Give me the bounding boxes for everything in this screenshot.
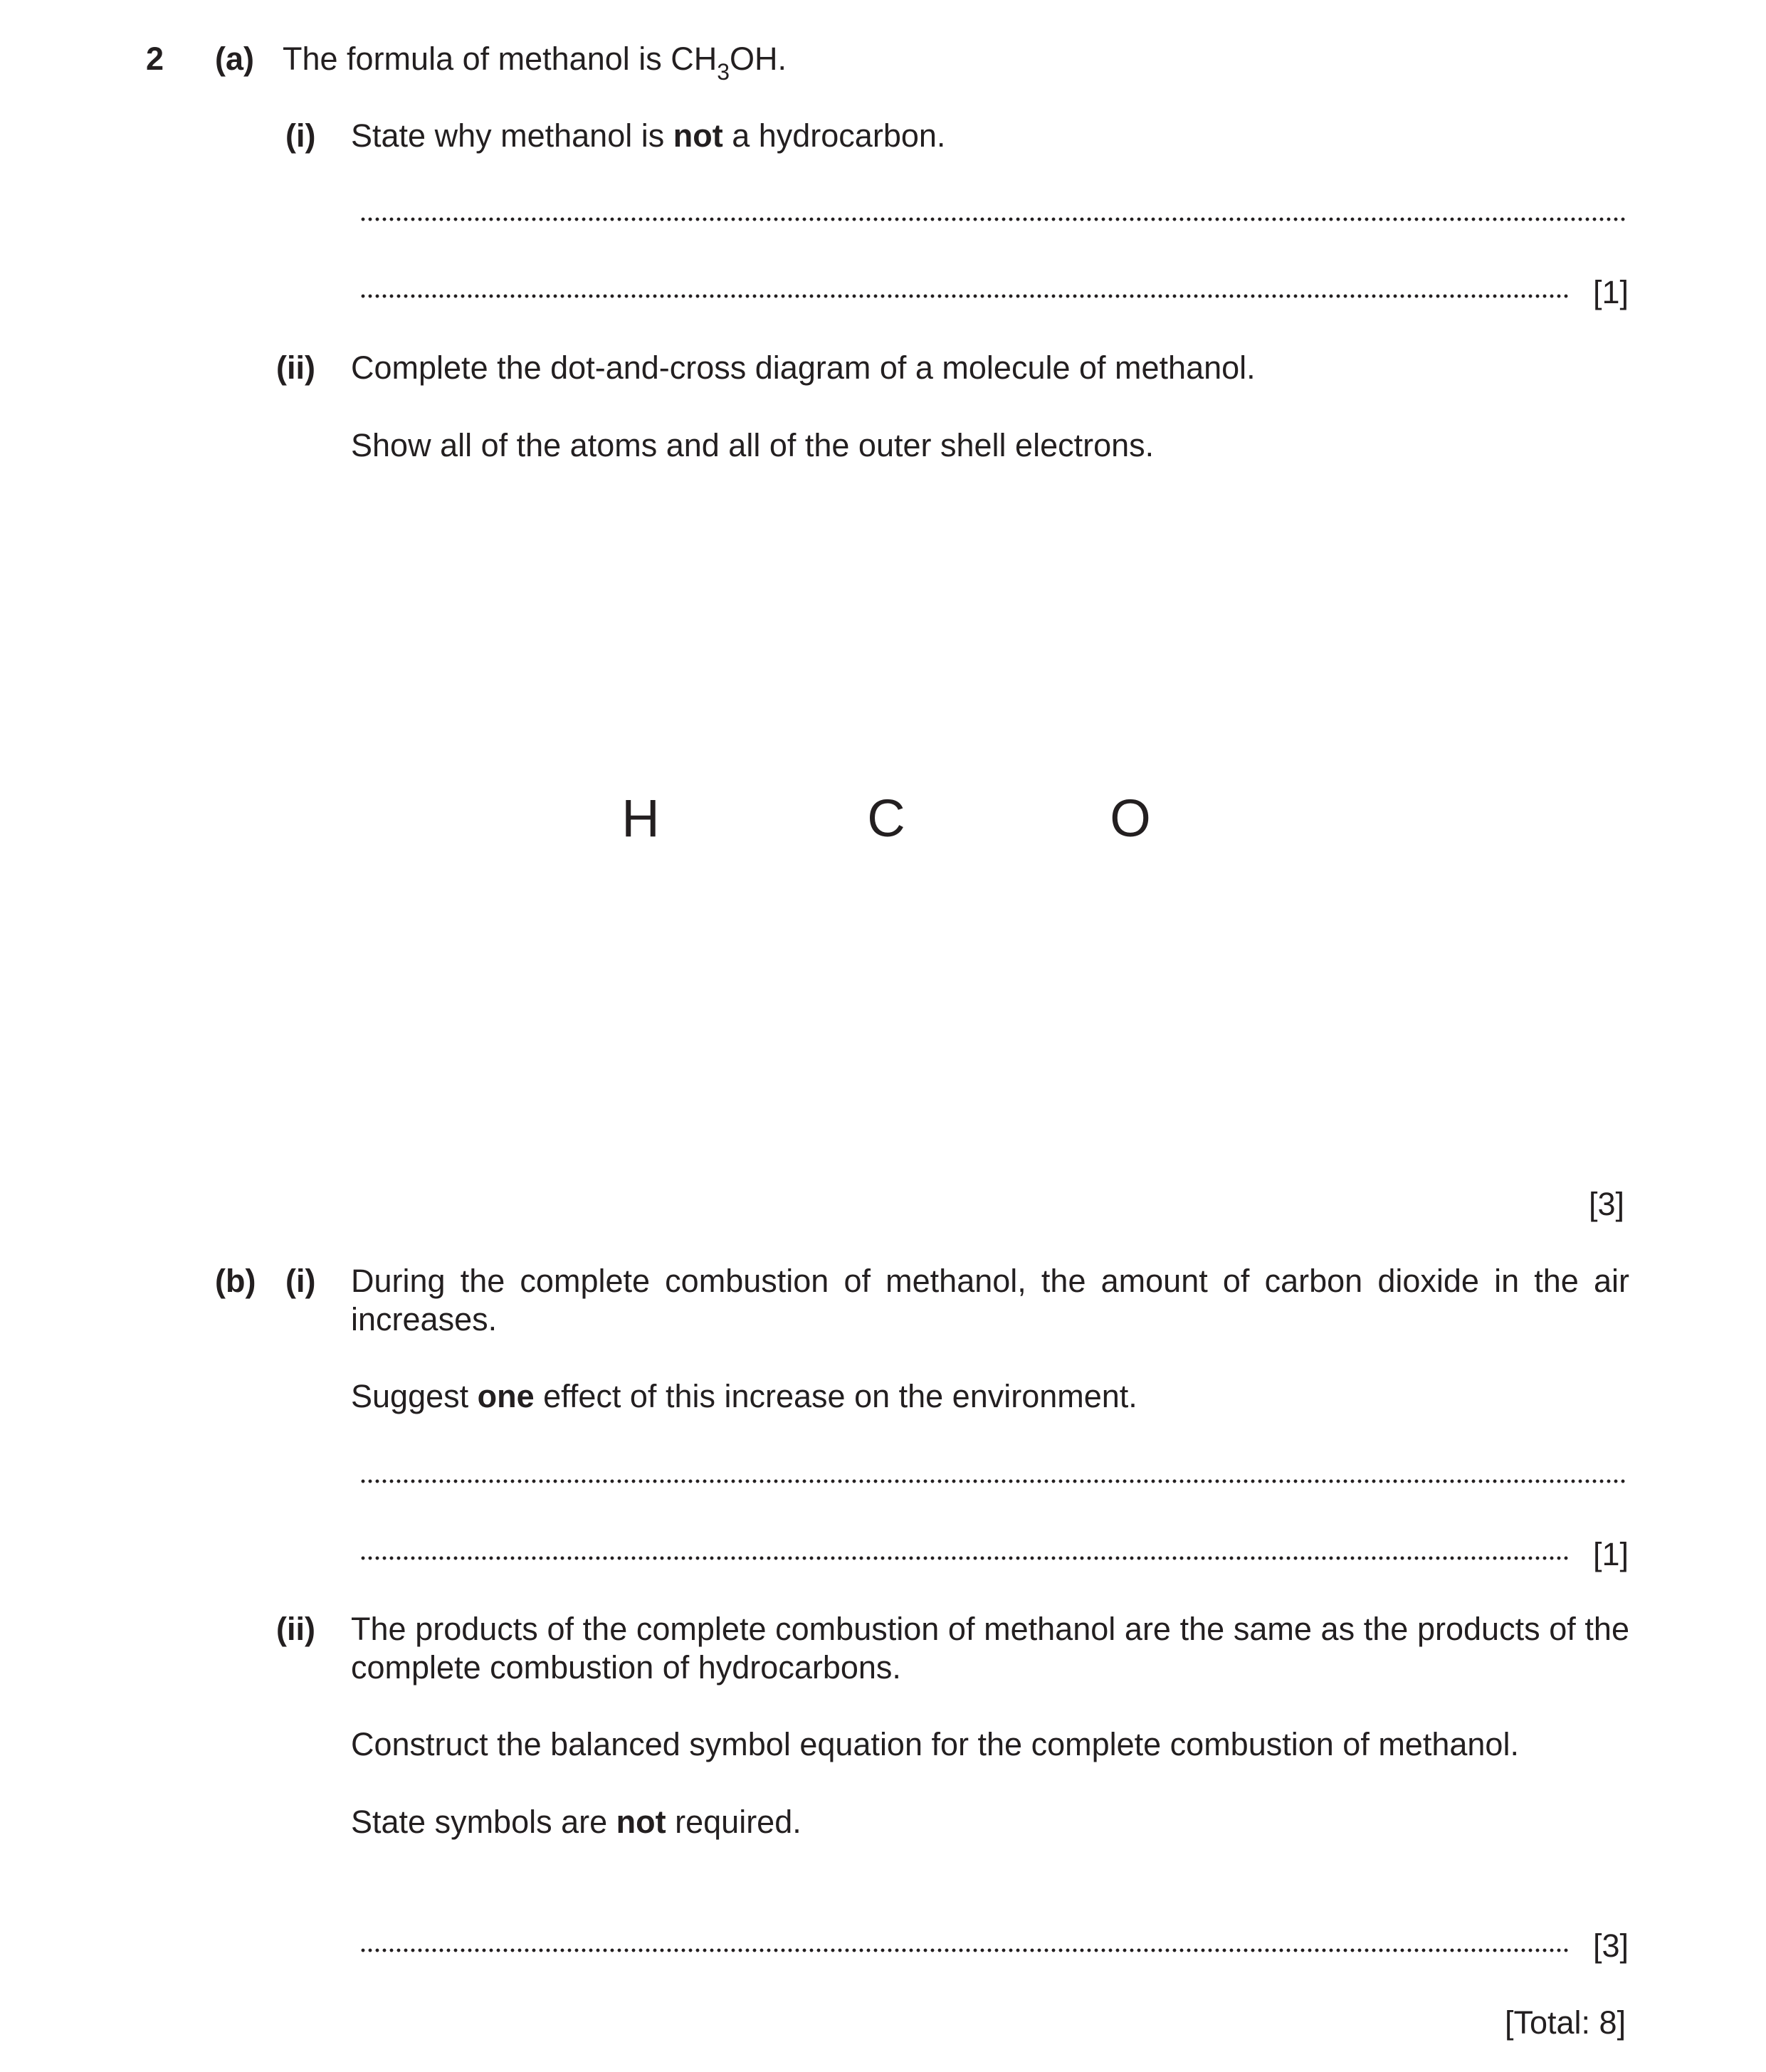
part-a-i-text-after: a hydrocarbon. <box>722 117 946 154</box>
marks-b-i: [1] <box>1593 1536 1629 1572</box>
answer-line-b-ii[interactable] <box>359 1948 1570 1952</box>
part-a-ii-instruction2: Show all of the atoms and all of the outer shell electrons. <box>351 427 1155 463</box>
part-b-label: (b) <box>215 1263 256 1299</box>
part-b-i-suggest-before: Suggest <box>351 1378 478 1414</box>
part-a-i-question <box>351 117 945 155</box>
total-marks: [Total: 8] <box>1505 2004 1626 2041</box>
part-b-ii-construct: Construct the balanced symbol equation for the complete combustion of methanol. <box>351 1726 1519 1762</box>
part-a-ii-instruction1: Complete the dot-and-cross diagram of a molecule of methanol. <box>351 349 1256 386</box>
part-a-i-text-before: State why methanol is <box>351 117 673 154</box>
part-a-i-text-bold: not <box>673 117 723 154</box>
part-b-ii-state-bold: not <box>616 1804 666 1840</box>
marks-a-ii: [3] <box>1589 1186 1625 1222</box>
part-b-i-suggest-bold: one <box>477 1378 535 1414</box>
part-b-ii-state-after: required. <box>666 1804 801 1840</box>
part-b-ii-label: (ii) <box>276 1611 315 1647</box>
part-b-ii-state <box>351 1803 801 1841</box>
marks-a-i: [1] <box>1593 274 1629 310</box>
atom-oxygen: O <box>1110 789 1151 848</box>
answer-line-a-i-2[interactable] <box>359 294 1570 298</box>
part-b-ii-state-before: State symbols are <box>351 1804 616 1840</box>
part-b-ii-text: The products of the complete combustion of methanol are the same as the products of the complete combustion of hydrocarbons. <box>351 1611 1629 1686</box>
marks-b-ii: [3] <box>1593 1928 1629 1964</box>
formula-subscript: 3 <box>717 59 730 85</box>
atom-hydrogen: H <box>621 789 660 848</box>
formula-statement <box>283 40 787 85</box>
part-a-ii-label: (ii) <box>276 349 315 386</box>
formula-intro: The formula of methanol is CH <box>283 41 718 77</box>
part-b-i-text: During the complete combustion of methanol, the amount of carbon dioxide in the air increases. <box>351 1263 1629 1337</box>
answer-line-a-i-1[interactable] <box>359 217 1627 221</box>
part-b-i-suggest-after: effect of this increase on the environment. <box>534 1378 1137 1414</box>
part-a-label: (a) <box>215 41 254 77</box>
part-a-i-label: (i) <box>285 117 316 154</box>
answer-line-b-i-1[interactable] <box>359 1479 1627 1483</box>
answer-line-b-i-2[interactable] <box>359 1556 1570 1560</box>
part-b-i-label: (i) <box>285 1263 316 1299</box>
part-b-i-suggest <box>351 1377 1137 1416</box>
formula-end: OH. <box>730 41 787 77</box>
atom-carbon: C <box>867 789 905 848</box>
question-number: 2 <box>146 41 164 77</box>
